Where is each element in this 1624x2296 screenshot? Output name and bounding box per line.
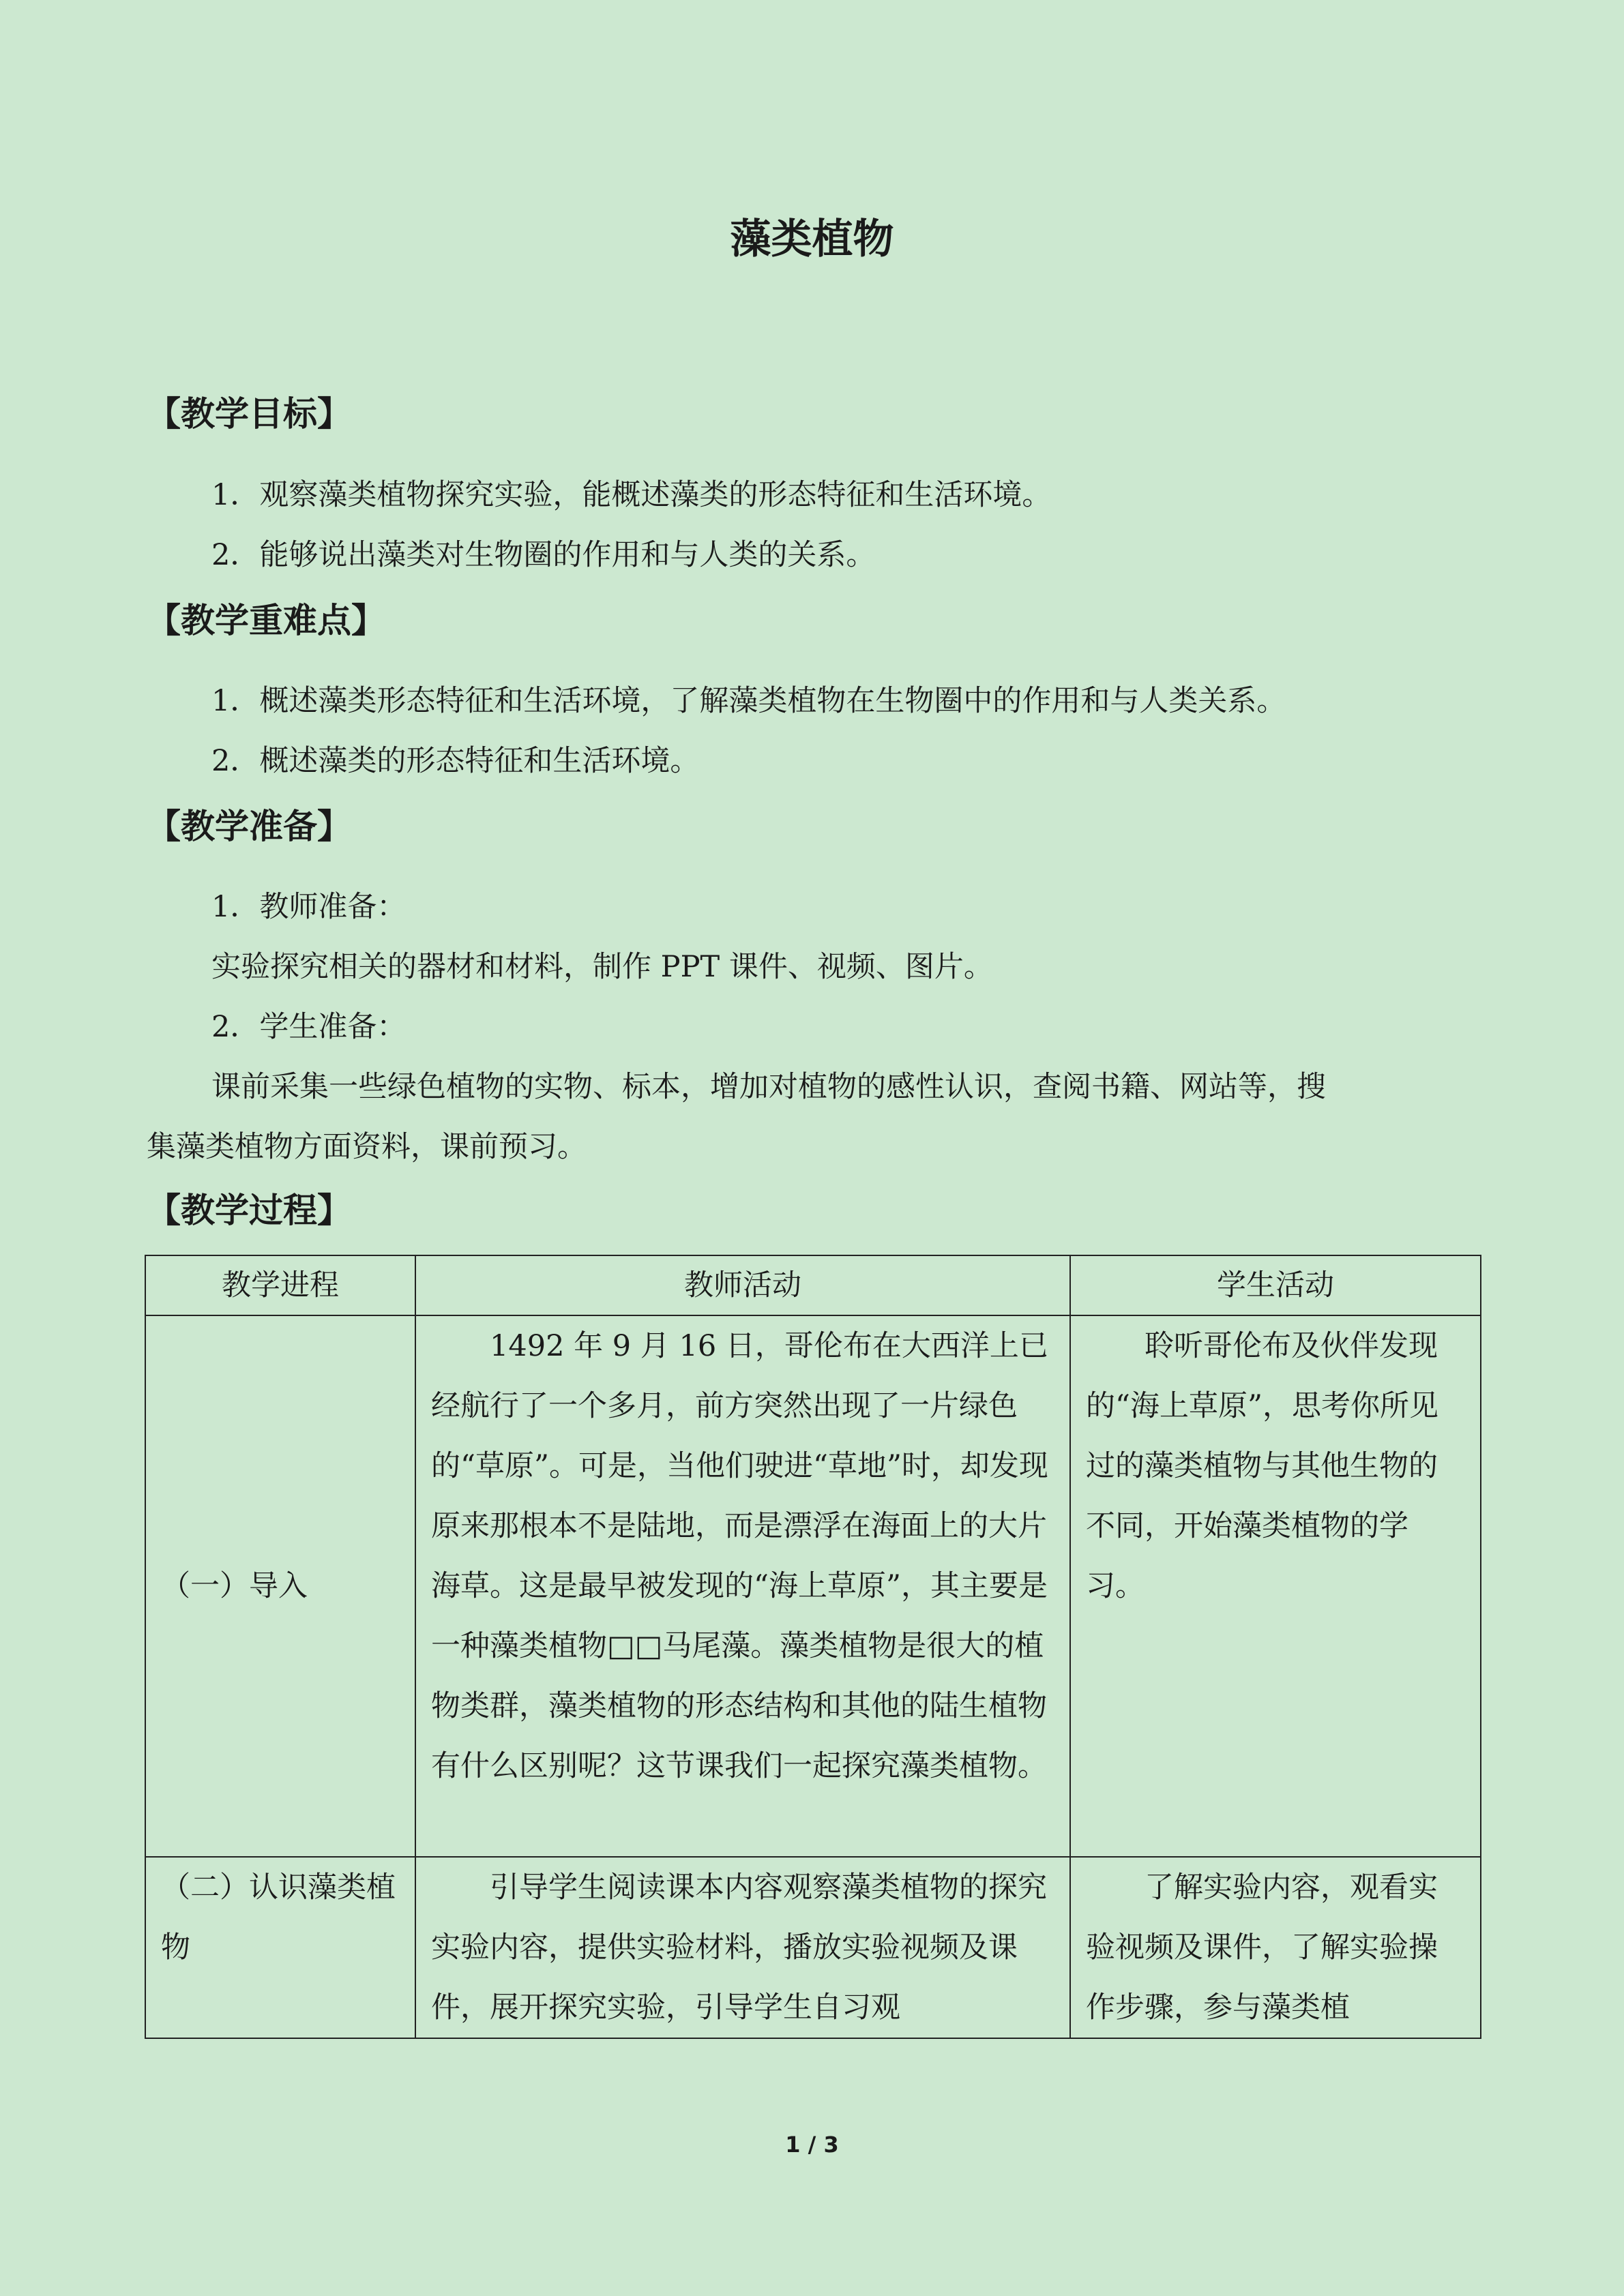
teaching-process-table bbox=[145, 1255, 1481, 2039]
student-prep-text-cont: 集藻类植物方面资料，课前预习。 bbox=[147, 1130, 587, 1164]
row-stage: （一）导入 bbox=[145, 1315, 415, 1857]
objective-item-1: 1．观察藻类植物探究实验，能概述藻类的形态特征和生活环境。 bbox=[211, 478, 1052, 512]
key-point-item-1: 1．概述藻类形态特征和生活环境，了解藻类植物在生物圈中的作用和与人类关系。 bbox=[211, 684, 1286, 718]
key-point-item-2: 2．概述藻类的形态特征和生活环境。 bbox=[211, 744, 700, 778]
section-heading-key-points: 【教学重难点】 bbox=[147, 601, 385, 640]
teacher-prep-label: 1．教师准备： bbox=[211, 890, 407, 924]
table-row bbox=[145, 1315, 1481, 1857]
section-heading-process: 【教学过程】 bbox=[147, 1191, 351, 1230]
header-teacher-activity: 教师活动 bbox=[415, 1255, 1070, 1315]
page-title: 藻类植物 bbox=[730, 215, 894, 263]
table-row bbox=[145, 1857, 1481, 2038]
header-stage: 教学进程 bbox=[145, 1255, 415, 1315]
teacher-prep-text: 实验探究相关的器材和材料，制作 PPT 课件、视频、图片。 bbox=[211, 950, 993, 984]
section-heading-objectives: 【教学目标】 bbox=[147, 394, 351, 434]
row-teacher-activity: 1492 年 9 月 16 日，哥伦布在大西洋上已经航行了一个多月，前方突然出现了一片绿色的“草原”。可是，当他们驶进“草地”时，却发现原来那根本不是陆地，而是漂浮在海面上的大片海草。这是最早被发现的“海上草原”，其主要是一种藻类植物□□马尾藻。藻类植物是很大的植物类群，藻类植物的形态结构和其他的陆生植物有什么区别呢？这节课我们一起探究藻类植物。 bbox=[415, 1315, 1070, 1857]
row-student-activity: 了解实验内容，观看实验视频及课件，了解实验操作步骤，参与藻类植 bbox=[1070, 1857, 1481, 2038]
page-number: 1 / 3 bbox=[785, 2132, 839, 2158]
student-prep-label: 2．学生准备： bbox=[211, 1010, 407, 1044]
section-heading-preparation: 【教学准备】 bbox=[147, 807, 351, 846]
student-prep-text: 课前采集一些绿色植物的实物、标本，增加对植物的感性认识，查阅书籍、网站等，搜 bbox=[211, 1070, 1326, 1104]
row-teacher-activity: 引导学生阅读课本内容观察藻类植物的探究实验内容，提供实验材料，播放实验视频及课件，展开探究实验，引导学生自习观 bbox=[415, 1857, 1070, 2038]
row-student-activity: 聆听哥伦布及伙伴发现的“海上草原”，思考你所见过的藻类植物与其他生物的不同，开始藻类植物的学习。 bbox=[1070, 1315, 1481, 1857]
objective-item-2: 2．能够说出藻类对生物圈的作用和与人类的关系。 bbox=[211, 538, 876, 572]
header-student-activity: 学生活动 bbox=[1070, 1255, 1481, 1315]
row-stage: （二）认识藻类植物 bbox=[145, 1857, 415, 2038]
table-header-row bbox=[145, 1255, 1481, 1315]
